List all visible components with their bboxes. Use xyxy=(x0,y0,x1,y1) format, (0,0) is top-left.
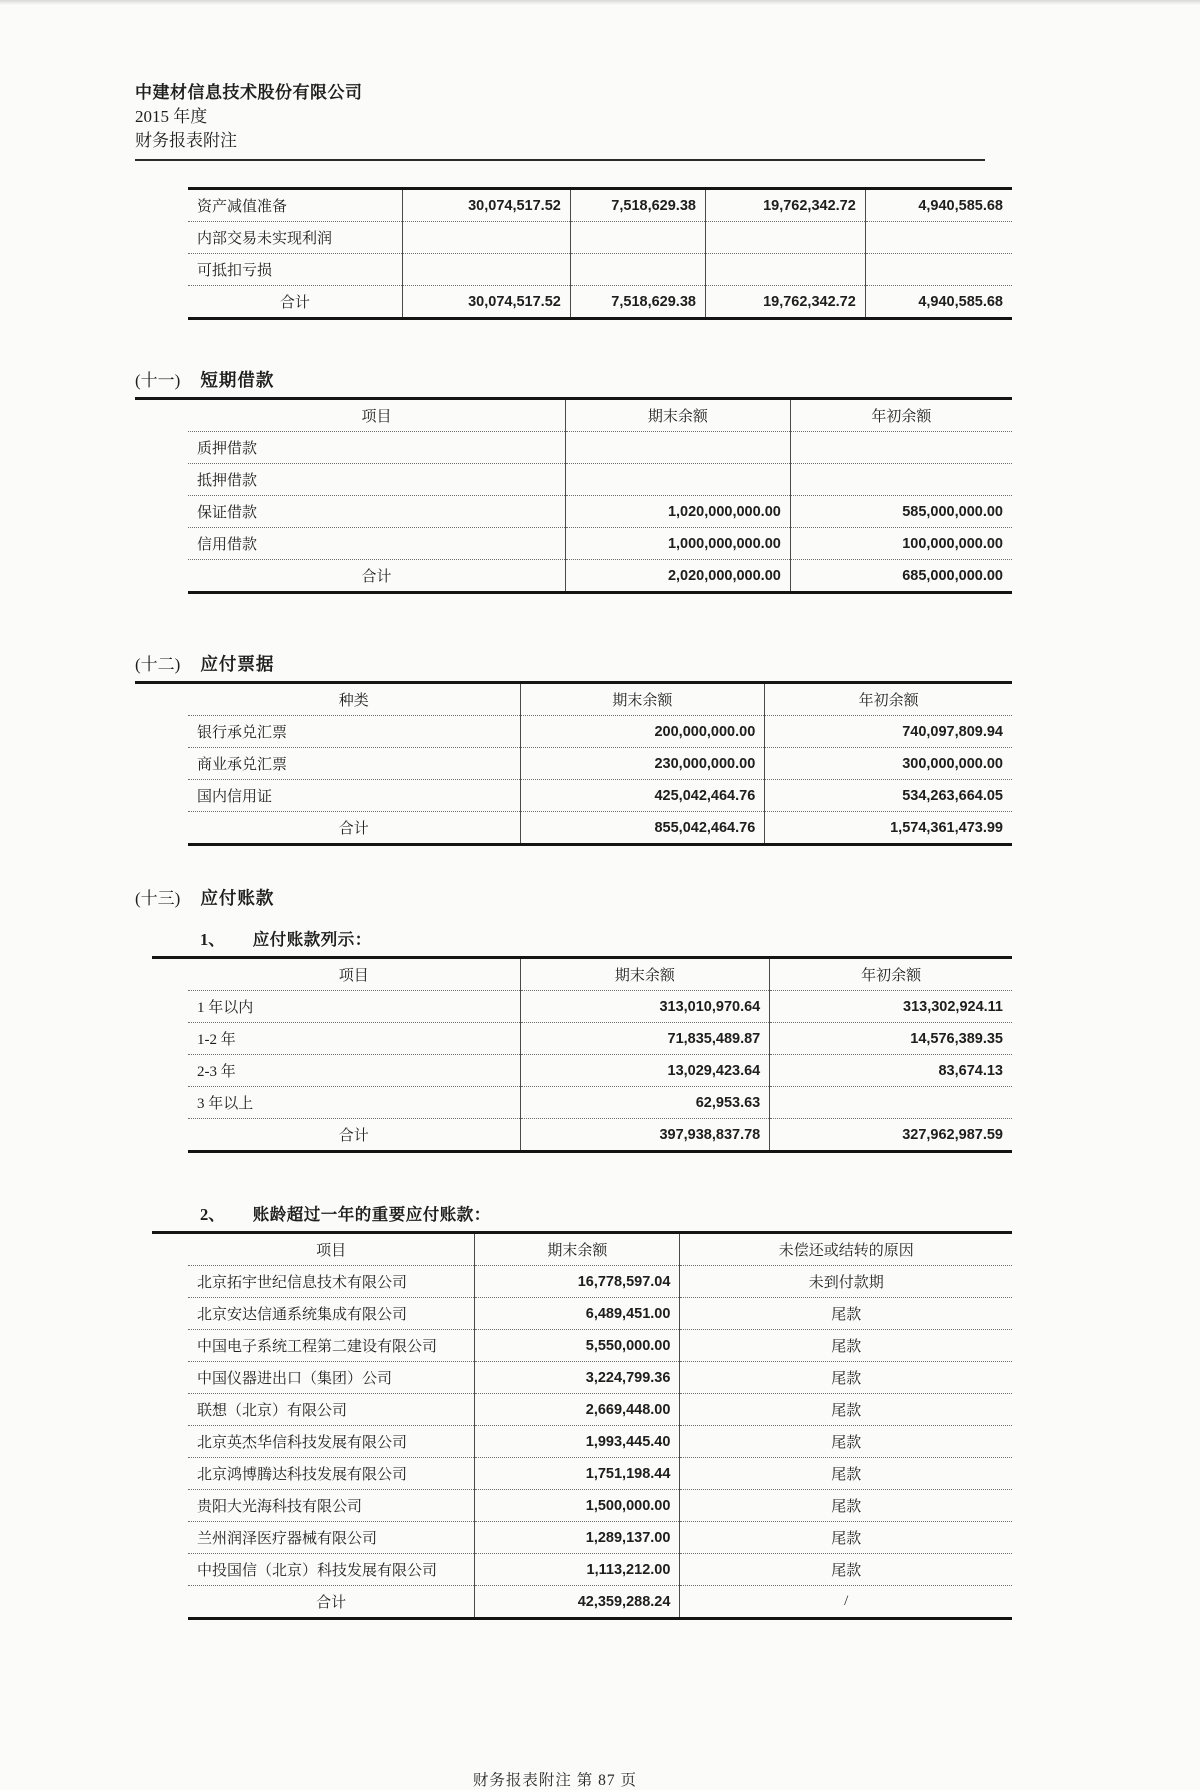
cell-value: 尾款 xyxy=(680,1362,1012,1394)
table-row xyxy=(188,991,1012,1023)
cell-value: 7,518,629.38 xyxy=(570,286,705,319)
table-row xyxy=(188,1394,1012,1426)
column-header: 期末余额 xyxy=(520,684,765,716)
row-label: 国内信用证 xyxy=(188,780,520,812)
document-title: 财务报表附注 xyxy=(135,131,237,150)
cell-value: 300,000,000.00 xyxy=(765,748,1012,780)
cell-value: 尾款 xyxy=(680,1554,1012,1586)
cell-value: 19,762,342.72 xyxy=(705,189,865,222)
subsection-2-title: 账龄超过一年的重要应付账款： xyxy=(252,1205,491,1224)
cell-value: 2,669,448.00 xyxy=(475,1394,680,1426)
row-label: 北京安达信通系统集成有限公司 xyxy=(188,1298,475,1330)
table-row xyxy=(188,1362,1012,1394)
cell-value: 6,489,451.00 xyxy=(475,1298,680,1330)
row-label: 质押借款 xyxy=(188,432,565,464)
section-13-title: 应付账款 xyxy=(200,888,275,908)
cell-value xyxy=(790,464,1012,496)
cell-value: 尾款 xyxy=(680,1298,1012,1330)
column-header: 年初余额 xyxy=(765,684,1012,716)
cell-value: 3,224,799.36 xyxy=(475,1362,680,1394)
cell-value: 1,993,445.40 xyxy=(475,1426,680,1458)
header-divider xyxy=(135,159,985,161)
row-label: 内部交易未实现利润 xyxy=(188,222,402,254)
cell-value xyxy=(790,432,1012,464)
cell-value: 未到付款期 xyxy=(680,1266,1012,1298)
table-row xyxy=(188,1330,1012,1362)
section-11-title: 短期借款 xyxy=(200,370,275,390)
table-row xyxy=(188,1458,1012,1490)
cell-value: 1,289,137.00 xyxy=(475,1522,680,1554)
document-page xyxy=(0,81,1200,1790)
document-header xyxy=(135,81,1200,153)
fiscal-year: 2015 年度 xyxy=(135,107,208,126)
total-row xyxy=(188,286,1012,319)
row-label: 可抵扣亏损 xyxy=(188,254,402,286)
cell-value: 13,029,423.64 xyxy=(520,1055,770,1087)
total-row xyxy=(188,1586,1012,1619)
cell-value: 425,042,464.76 xyxy=(520,780,765,812)
column-header: 年初余额 xyxy=(770,959,1012,991)
cell-value: 尾款 xyxy=(680,1426,1012,1458)
company-name: 中建材信息技术股份有限公司 xyxy=(135,83,363,102)
table-row xyxy=(188,780,1012,812)
table-row xyxy=(188,1298,1012,1330)
section-12-title: 应付票据 xyxy=(200,654,275,674)
row-label: 合计 xyxy=(188,560,565,593)
total-row xyxy=(188,560,1012,593)
table-row xyxy=(188,254,1012,286)
page-footer: 财务报表附注 第 87 页 xyxy=(472,1772,638,1789)
row-label: 银行承兑汇票 xyxy=(188,716,520,748)
row-label: 兰州润泽医疗器械有限公司 xyxy=(188,1522,475,1554)
section-12-heading xyxy=(135,650,1012,684)
table-row xyxy=(188,222,1012,254)
subsection-1-title: 应付账款列示： xyxy=(252,930,372,949)
row-label: 信用借款 xyxy=(188,528,565,560)
column-header: 期末余额 xyxy=(565,400,790,432)
cell-value: 5,550,000.00 xyxy=(475,1330,680,1362)
column-header: 种类 xyxy=(188,684,520,716)
section-11-heading xyxy=(135,366,1012,400)
cell-value xyxy=(565,464,790,496)
cell-value: 534,263,664.05 xyxy=(765,780,1012,812)
cell-value: 397,938,837.78 xyxy=(520,1119,770,1152)
cell-value: 4,940,585.68 xyxy=(865,286,1012,319)
row-label: 北京鸿博腾达科技发展有限公司 xyxy=(188,1458,475,1490)
cell-value: 42,359,288.24 xyxy=(475,1586,680,1619)
cell-value xyxy=(865,222,1012,254)
row-label: 商业承兑汇票 xyxy=(188,748,520,780)
cell-value: 尾款 xyxy=(680,1490,1012,1522)
row-label: 合计 xyxy=(188,1119,520,1152)
row-label: 资产减值准备 xyxy=(188,189,402,222)
cell-value: 尾款 xyxy=(680,1330,1012,1362)
cell-value xyxy=(402,254,570,286)
cell-value: 740,097,809.94 xyxy=(765,716,1012,748)
column-header: 项目 xyxy=(188,400,565,432)
column-header: 期末余额 xyxy=(475,1234,680,1266)
cell-value: 62,953.63 xyxy=(520,1087,770,1119)
table-row xyxy=(188,1522,1012,1554)
row-label: 合计 xyxy=(188,286,402,319)
cell-value xyxy=(705,222,865,254)
accounts-payable-listing-heading xyxy=(152,926,1012,959)
cell-value: / xyxy=(680,1586,1012,1619)
cell-value xyxy=(770,1087,1012,1119)
column-header: 年初余额 xyxy=(790,400,1012,432)
row-label: 合计 xyxy=(188,812,520,845)
cell-value: 1,020,000,000.00 xyxy=(565,496,790,528)
cell-value: 1,751,198.44 xyxy=(475,1458,680,1490)
total-row xyxy=(188,1119,1012,1152)
table-row xyxy=(188,189,1012,222)
short-term-loans-table xyxy=(188,400,1012,594)
cell-value: 100,000,000.00 xyxy=(790,528,1012,560)
row-label: 3 年以上 xyxy=(188,1087,520,1119)
table-row xyxy=(188,1087,1012,1119)
row-label: 抵押借款 xyxy=(188,464,565,496)
table-row xyxy=(188,748,1012,780)
row-label: 北京拓宇世纪信息技术有限公司 xyxy=(188,1266,475,1298)
cell-value xyxy=(570,254,705,286)
row-label: 中国仪器进出口（集团）公司 xyxy=(188,1362,475,1394)
cell-value: 200,000,000.00 xyxy=(520,716,765,748)
cell-value: 855,042,464.76 xyxy=(520,812,765,845)
total-row xyxy=(188,812,1012,845)
important-payables-over-one-year-table xyxy=(188,1234,1012,1620)
cell-value: 71,835,489.87 xyxy=(520,1023,770,1055)
cell-value: 327,962,987.59 xyxy=(770,1119,1012,1152)
cell-value: 尾款 xyxy=(680,1522,1012,1554)
column-header: 未偿还或结转的原因 xyxy=(680,1234,1012,1266)
column-header: 项目 xyxy=(188,959,520,991)
section-11-number: (十一) xyxy=(135,371,181,390)
cell-value xyxy=(570,222,705,254)
table-header-row xyxy=(188,684,1012,716)
important-payables-heading xyxy=(152,1201,1012,1234)
table-row xyxy=(188,464,1012,496)
subsection-2-number: 2、 xyxy=(200,1205,225,1224)
table-row xyxy=(188,1266,1012,1298)
table-row xyxy=(188,1055,1012,1087)
section-13-number: (十三) xyxy=(135,889,181,908)
accounts-payable-aging-table xyxy=(188,959,1012,1153)
table-row xyxy=(188,432,1012,464)
section-13-heading xyxy=(135,884,1012,910)
row-label: 联想（北京）有限公司 xyxy=(188,1394,475,1426)
cell-value xyxy=(865,254,1012,286)
row-label: 2-3 年 xyxy=(188,1055,520,1087)
cell-value: 230,000,000.00 xyxy=(520,748,765,780)
cell-value xyxy=(565,432,790,464)
cell-value: 7,518,629.38 xyxy=(570,189,705,222)
cell-value: 尾款 xyxy=(680,1394,1012,1426)
row-label: 1-2 年 xyxy=(188,1023,520,1055)
cell-value: 313,010,970.64 xyxy=(520,991,770,1023)
table-row xyxy=(188,1023,1012,1055)
subsection-1-number: 1、 xyxy=(200,930,225,949)
cell-value: 585,000,000.00 xyxy=(790,496,1012,528)
row-label: 1 年以内 xyxy=(188,991,520,1023)
cell-value: 30,074,517.52 xyxy=(402,286,570,319)
cell-value: 16,778,597.04 xyxy=(475,1266,680,1298)
table-row xyxy=(188,716,1012,748)
cell-value: 4,940,585.68 xyxy=(865,189,1012,222)
cell-value xyxy=(402,222,570,254)
cell-value: 1,574,361,473.99 xyxy=(765,812,1012,845)
table-row xyxy=(188,528,1012,560)
cell-value: 83,674.13 xyxy=(770,1055,1012,1087)
cell-value: 685,000,000.00 xyxy=(790,560,1012,593)
row-label: 保证借款 xyxy=(188,496,565,528)
cell-value: 313,302,924.11 xyxy=(770,991,1012,1023)
deferred-tax-continuation-table xyxy=(188,187,1012,320)
scan-edge-artifact xyxy=(0,0,1200,5)
table-row xyxy=(188,496,1012,528)
cell-value: 2,020,000,000.00 xyxy=(565,560,790,593)
row-label: 北京英杰华信科技发展有限公司 xyxy=(188,1426,475,1458)
cell-value: 1,000,000,000.00 xyxy=(565,528,790,560)
row-label: 合计 xyxy=(188,1586,475,1619)
table-row xyxy=(188,1490,1012,1522)
row-label: 中国电子系统工程第二建设有限公司 xyxy=(188,1330,475,1362)
table-header-row xyxy=(188,400,1012,432)
cell-value: 尾款 xyxy=(680,1458,1012,1490)
cell-value xyxy=(705,254,865,286)
cell-value: 14,576,389.35 xyxy=(770,1023,1012,1055)
table-header-row xyxy=(188,959,1012,991)
cell-value: 19,762,342.72 xyxy=(705,286,865,319)
table-row xyxy=(188,1554,1012,1586)
notes-payable-table xyxy=(188,684,1012,846)
row-label: 贵阳大光海科技有限公司 xyxy=(188,1490,475,1522)
section-12-number: (十二) xyxy=(135,655,181,674)
column-header: 项目 xyxy=(188,1234,475,1266)
table-header-row xyxy=(188,1234,1012,1266)
row-label: 中投国信（北京）科技发展有限公司 xyxy=(188,1554,475,1586)
cell-value: 1,500,000.00 xyxy=(475,1490,680,1522)
column-header: 期末余额 xyxy=(520,959,770,991)
table-row xyxy=(188,1426,1012,1458)
cell-value: 30,074,517.52 xyxy=(402,189,570,222)
cell-value: 1,113,212.00 xyxy=(475,1554,680,1586)
